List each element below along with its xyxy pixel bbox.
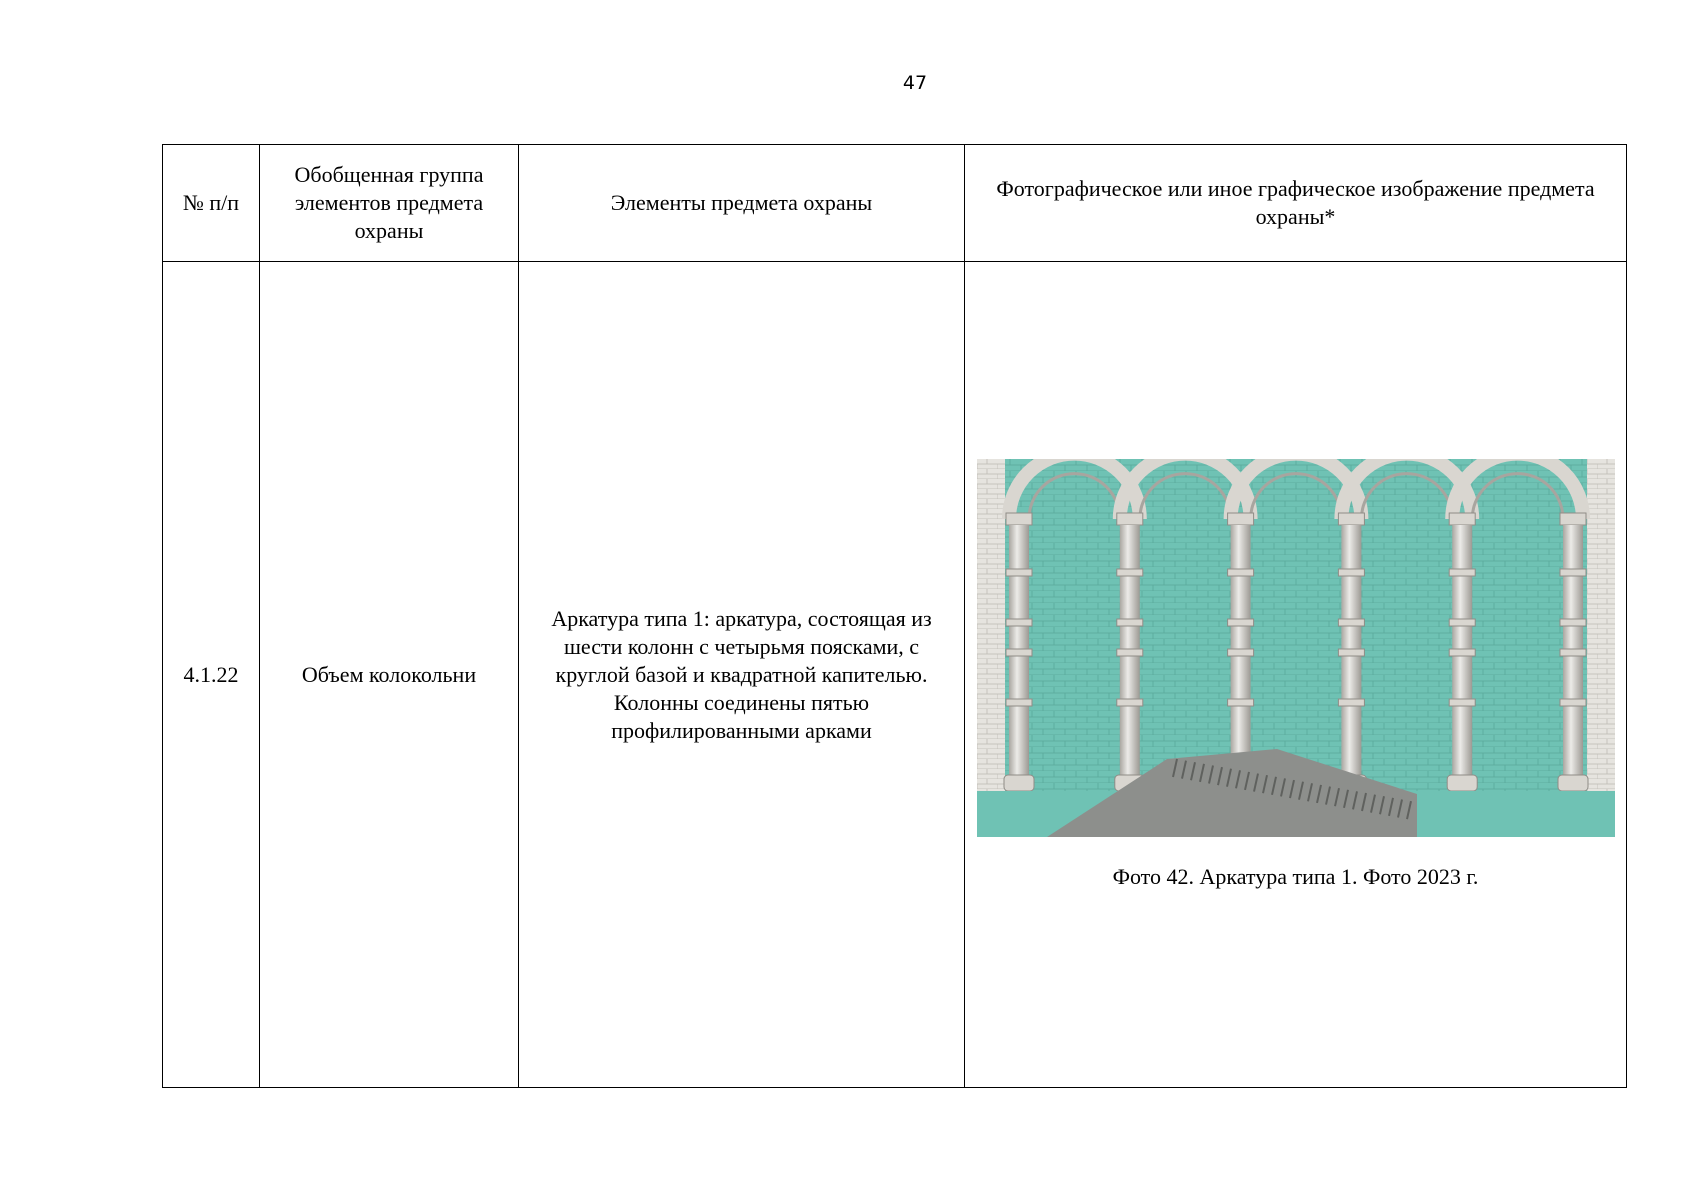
page-number: 47 (902, 72, 928, 94)
column-band (1116, 649, 1142, 656)
column-band (1116, 569, 1142, 576)
column-shaft (1009, 525, 1029, 789)
protection-table (162, 144, 1627, 1088)
arcature-photo (977, 459, 1615, 837)
column-shaft (1563, 525, 1583, 789)
column-band (1006, 619, 1032, 626)
column-band (1006, 649, 1032, 656)
header-elements: Элементы предмета охраны (519, 145, 965, 262)
header-group: Обобщенная группа элементов предмета охраны (260, 145, 519, 262)
column-band (1449, 619, 1475, 626)
column-capital (1116, 513, 1142, 525)
column-capital (1338, 513, 1364, 525)
row-elements (519, 262, 965, 1088)
photo-caption: Фото 42. Аркатура типа 1. Фото 2023 г. (1112, 863, 1479, 889)
column-band (1227, 569, 1253, 576)
header-image: Фотографическое или иное графическое изображение предмета охраны* (965, 145, 1627, 262)
row-group: Объем колокольни (260, 262, 519, 1088)
column-band (1338, 569, 1364, 576)
row-elements-text-2: Колонны соединены пятью профилированными арками (611, 689, 872, 743)
column-shaft (1452, 525, 1472, 789)
column-band (1560, 699, 1586, 706)
column-band (1006, 569, 1032, 576)
row-image-cell (965, 262, 1627, 1088)
column-band (1449, 699, 1475, 706)
photo-figure (975, 459, 1616, 891)
column-capital (1227, 513, 1253, 525)
row-number: 4.1.22 (163, 262, 260, 1088)
column-capital (1560, 513, 1586, 525)
column-band (1006, 699, 1032, 706)
column-band (1449, 649, 1475, 656)
column-band (1560, 649, 1586, 656)
row-elements-text-1: Аркатура типа 1: аркатура, состоящая из шести колонн с четырьмя поясками, с круглой базой и квадратной капителью. (551, 605, 932, 687)
column-capital (1006, 513, 1032, 525)
column-band (1227, 699, 1253, 706)
column-capital (1449, 513, 1475, 525)
column-band (1116, 619, 1142, 626)
column-band (1338, 699, 1364, 706)
column-shaft (1230, 525, 1250, 789)
table-row (163, 262, 1627, 1088)
column-band (1338, 649, 1364, 656)
header-number: № п/п (163, 145, 260, 262)
column-band (1560, 619, 1586, 626)
column-base (1558, 775, 1588, 791)
column-band (1227, 619, 1253, 626)
column-band (1227, 649, 1253, 656)
column-base (1004, 775, 1034, 791)
column-band (1449, 569, 1475, 576)
column-shaft (1119, 525, 1139, 789)
column-base (1447, 775, 1477, 791)
column-band (1560, 569, 1586, 576)
column-shaft (1341, 525, 1361, 789)
column-band (1338, 619, 1364, 626)
table-header-row (163, 145, 1627, 262)
column-band (1116, 699, 1142, 706)
